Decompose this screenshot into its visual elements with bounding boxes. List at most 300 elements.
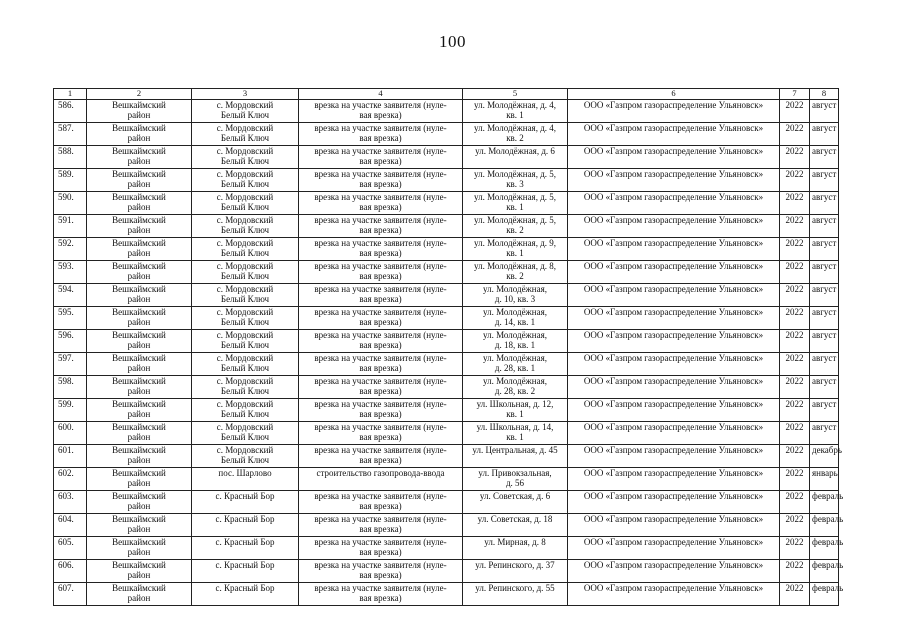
organization-cell: ООО «Газпром газораспределение Ульяновск» [568,169,780,192]
month-cell: февраль [810,537,839,560]
column-header: 2 [87,89,192,100]
organization-cell: ООО «Газпром газораспределение Ульяновск» [568,307,780,330]
work-type-cell [299,261,463,284]
address-line1: ул. Советская, д. 18 [477,514,553,524]
work-type-line1: врезка на участке заявителя (нуле- [314,169,447,179]
address-cell [463,192,568,215]
district-line1: Вешкаймский [112,192,166,202]
row-number: 592. [54,238,87,261]
district-cell [87,583,192,606]
locality-cell [192,445,299,468]
district-line2: район [127,386,151,397]
address-line1: ул. Мирная, д. 8 [484,537,546,547]
locality-line2: Белый Ключ [220,202,270,213]
address-cell [463,422,568,445]
address-line1: ул. Центральная, д. 45 [472,445,558,455]
organization-cell: ООО «Газпром газораспределение Ульяновск» [568,192,780,215]
address-cell [463,146,568,169]
work-type-line2: вая врезка) [359,156,402,167]
locality-cell [192,376,299,399]
locality-line1: с. Мордовский [216,307,274,317]
locality-line1: с. Мордовский [216,192,274,202]
district-line2: район [127,409,151,420]
month-cell: февраль [810,514,839,537]
row-number: 598. [54,376,87,399]
district-line1: Вешкаймский [112,261,166,271]
address-line1: ул. Школьная, д. 12, [476,399,554,409]
address-line2: кв. 1 [506,409,524,420]
row-number: 607. [54,583,87,606]
locality-line1: с. Мордовский [216,238,274,248]
address-line2: кв. 1 [506,110,524,121]
table-row [54,169,839,192]
locality-line1: с. Мордовский [216,376,274,386]
district-cell [87,468,192,491]
row-number: 596. [54,330,87,353]
work-type-cell [299,376,463,399]
work-type-cell [299,445,463,468]
year-cell: 2022 [780,560,810,583]
year-cell: 2022 [780,307,810,330]
column-header: 1 [54,89,87,100]
locality-line1: с. Мордовский [216,422,274,432]
locality-line1: с. Мордовский [216,330,274,340]
district-line2: район [127,133,151,144]
work-type-cell [299,238,463,261]
address-line2: д. 10, кв. 3 [494,294,536,305]
organization-cell: ООО «Газпром газораспределение Ульяновск» [568,583,780,606]
year-cell: 2022 [780,491,810,514]
address-line2: кв. 2 [506,133,524,144]
table-row [54,468,839,491]
district-line1: Вешкаймский [112,123,166,133]
month-cell: август [810,169,839,192]
month-cell: август [810,307,839,330]
work-type-line1: врезка на участке заявителя (нуле- [314,307,447,317]
district-line1: Вешкаймский [112,353,166,363]
district-line1: Вешкаймский [112,100,166,110]
district-line2: район [127,455,151,466]
address-line1: ул. Советская, д. 6 [479,491,551,501]
year-cell: 2022 [780,100,810,123]
year-cell: 2022 [780,376,810,399]
work-type-cell [299,284,463,307]
table-row [54,192,839,215]
month-cell: январь [810,468,839,491]
address-line2: кв. 1 [506,432,524,443]
row-number: 601. [54,445,87,468]
work-type-line1: врезка на участке заявителя (нуле- [314,560,447,570]
work-type-line2: вая врезка) [359,501,402,512]
locality-line2: Белый Ключ [220,409,270,420]
address-line1: ул. Молодёжная, [483,330,547,340]
column-header: 4 [299,89,463,100]
address-line1: ул. Молодёжная, д. 6 [475,146,555,156]
work-type-line2: вая врезка) [359,340,402,351]
address-cell [463,560,568,583]
year-cell: 2022 [780,399,810,422]
district-line2: район [127,340,151,351]
address-line2: д. 14, кв. 1 [494,317,536,328]
work-type-line2: вая врезка) [359,432,402,443]
work-type-line2: вая врезка) [359,133,402,144]
locality-cell [192,583,299,606]
work-type-line2: вая врезка) [359,547,402,558]
row-number: 603. [54,491,87,514]
work-type-line2: вая врезка) [359,248,402,259]
district-line1: Вешкаймский [112,445,166,455]
work-type-line1: врезка на участке заявителя (нуле- [314,330,447,340]
work-type-cell [299,123,463,146]
row-number: 599. [54,399,87,422]
work-type-line2: вая врезка) [359,294,402,305]
year-cell: 2022 [780,537,810,560]
table-row [54,445,839,468]
locality-cell [192,353,299,376]
address-cell [463,468,568,491]
address-line1: ул. Молодёжная, д. 5, [473,215,557,225]
work-type-cell [299,192,463,215]
work-type-cell [299,491,463,514]
work-type-line2: вая врезка) [359,593,402,604]
year-cell: 2022 [780,353,810,376]
district-cell [87,445,192,468]
address-line2: кв. 1 [506,202,524,213]
month-cell: февраль [810,491,839,514]
address-line2: кв. 3 [506,179,524,190]
address-cell [463,100,568,123]
work-type-line2: вая врезка) [359,179,402,190]
work-type-line1: врезка на участке заявителя (нуле- [314,192,447,202]
locality-cell [192,238,299,261]
work-type-cell [299,399,463,422]
page-number: 100 [439,32,466,51]
address-line1: ул. Привокзальная, [478,468,552,478]
row-number: 589. [54,169,87,192]
work-type-line2: вая врезка) [359,386,402,397]
year-cell: 2022 [780,330,810,353]
organization-cell: ООО «Газпром газораспределение Ульяновск» [568,468,780,491]
table-row [54,238,839,261]
row-number: 602. [54,468,87,491]
header-row [54,89,839,100]
organization-cell: ООО «Газпром газораспределение Ульяновск» [568,215,780,238]
work-type-line2: вая врезка) [359,271,402,282]
work-type-line2: вая врезка) [359,110,402,121]
locality-line2: Белый Ключ [220,294,270,305]
locality-line1: с. Мордовский [216,123,274,133]
work-type-cell [299,330,463,353]
district-line1: Вешкаймский [112,537,166,547]
month-cell: февраль [810,583,839,606]
table-row [54,146,839,169]
district-cell [87,307,192,330]
work-type-line2: вая врезка) [359,363,402,374]
organization-cell: ООО «Газпром газораспределение Ульяновск» [568,353,780,376]
district-cell [87,537,192,560]
district-line2: район [127,294,151,305]
table-body [54,100,844,606]
work-type-cell [299,353,463,376]
table-row [54,399,839,422]
address-line2: кв. 2 [506,225,524,236]
address-line1: ул. Молодёжная, [483,376,547,386]
district-line2: район [127,363,151,374]
district-cell [87,238,192,261]
work-type-line1: строительство газопровода-ввода [316,468,445,478]
row-number: 590. [54,192,87,215]
month-cell: август [810,284,839,307]
year-cell: 2022 [780,123,810,146]
locality-line1: с. Мордовский [216,284,274,294]
work-type-line2: вая врезка) [359,455,402,466]
month-cell: август [810,146,839,169]
district-cell [87,146,192,169]
district-cell [87,192,192,215]
year-cell: 2022 [780,238,810,261]
district-cell [87,123,192,146]
district-line1: Вешкаймский [112,399,166,409]
district-cell [87,284,192,307]
locality-line2: Белый Ключ [220,156,270,167]
address-cell [463,583,568,606]
district-line1: Вешкаймский [112,422,166,432]
row-number: 586. [54,100,87,123]
organization-cell: ООО «Газпром газораспределение Ульяновск» [568,284,780,307]
locality-line1: с. Мордовский [216,399,274,409]
district-line1: Вешкаймский [112,307,166,317]
address-cell [463,261,568,284]
work-type-cell [299,468,463,491]
table-row [54,537,839,560]
district-line2: район [127,478,151,489]
work-type-line2: вая врезка) [359,225,402,236]
work-type-line2: вая врезка) [359,570,402,581]
month-cell: февраль [810,560,839,583]
locality-cell [192,284,299,307]
table-row [54,307,839,330]
registry-table [53,88,844,606]
month-cell: декабрь [810,445,839,468]
organization-cell: ООО «Газпром газораспределение Ульяновск» [568,445,780,468]
locality-line1: с. Мордовский [216,215,274,225]
district-cell [87,560,192,583]
work-type-line2: вая врезка) [359,524,402,535]
address-cell [463,514,568,537]
row-number: 604. [54,514,87,537]
district-line1: Вешкаймский [112,491,166,501]
table-row [54,215,839,238]
row-number: 600. [54,422,87,445]
locality-line2: Белый Ключ [220,317,270,328]
month-cell: август [810,422,839,445]
column-header: 8 [810,89,839,100]
work-type-line1: врезка на участке заявителя (нуле- [314,376,447,386]
work-type-line1: врезка на участке заявителя (нуле- [314,422,447,432]
month-cell: август [810,330,839,353]
work-type-line1: врезка на участке заявителя (нуле- [314,100,447,110]
organization-cell: ООО «Газпром газораспределение Ульяновск» [568,399,780,422]
work-type-cell [299,215,463,238]
district-cell [87,261,192,284]
locality-line2: Белый Ключ [220,110,270,121]
year-cell: 2022 [780,146,810,169]
district-line1: Вешкаймский [112,215,166,225]
district-cell [87,169,192,192]
work-type-line1: врезка на участке заявителя (нуле- [314,514,447,524]
locality-line1: с. Красный Бор [215,537,275,547]
row-number: 605. [54,537,87,560]
year-cell: 2022 [780,215,810,238]
column-header: 7 [780,89,810,100]
locality-line1: с. Мордовский [216,100,274,110]
district-line2: район [127,202,151,213]
district-line2: район [127,570,151,581]
year-cell: 2022 [780,445,810,468]
address-line1: ул. Репинского, д. 55 [475,583,555,593]
table-row [54,330,839,353]
year-cell: 2022 [780,169,810,192]
locality-cell [192,169,299,192]
column-header: 6 [568,89,780,100]
organization-cell: ООО «Газпром газораспределение Ульяновск» [568,537,780,560]
district-line1: Вешкаймский [112,238,166,248]
table-row [54,583,839,606]
district-line2: район [127,156,151,167]
district-line2: район [127,593,151,604]
address-cell [463,123,568,146]
row-number: 593. [54,261,87,284]
address-line2: д. 56 [505,478,525,489]
row-number: 587. [54,123,87,146]
locality-cell [192,514,299,537]
address-cell [463,169,568,192]
district-line2: район [127,225,151,236]
work-type-line2: вая врезка) [359,409,402,420]
address-cell [463,399,568,422]
work-type-line1: врезка на участке заявителя (нуле- [314,353,447,363]
work-type-cell [299,514,463,537]
district-cell [87,491,192,514]
work-type-line1: врезка на участке заявителя (нуле- [314,445,447,455]
district-line2: район [127,317,151,328]
district-cell [87,353,192,376]
table-row [54,261,839,284]
address-line2: кв. 2 [506,271,524,282]
work-type-cell [299,100,463,123]
work-type-line1: врезка на участке заявителя (нуле- [314,146,447,156]
row-number: 594. [54,284,87,307]
work-type-cell [299,146,463,169]
table-row [54,123,839,146]
district-line1: Вешкаймский [112,330,166,340]
locality-line2: Белый Ключ [220,179,270,190]
year-cell: 2022 [780,514,810,537]
locality-line2: Белый Ключ [220,340,270,351]
work-type-line1: врезка на участке заявителя (нуле- [314,491,447,501]
work-type-cell [299,583,463,606]
address-line2: д. 28, кв. 2 [494,386,536,397]
district-line1: Вешкаймский [112,583,166,593]
organization-cell: ООО «Газпром газораспределение Ульяновск» [568,238,780,261]
locality-line2: Белый Ключ [220,133,270,144]
locality-cell [192,537,299,560]
column-header: 5 [463,89,568,100]
locality-cell [192,422,299,445]
month-cell: август [810,123,839,146]
work-type-line2: вая врезка) [359,202,402,213]
district-cell [87,215,192,238]
work-type-line1: врезка на участке заявителя (нуле- [314,537,447,547]
work-type-line1: врезка на участке заявителя (нуле- [314,215,447,225]
district-line2: район [127,271,151,282]
address-line2: кв. 1 [506,248,524,259]
month-cell: август [810,399,839,422]
locality-line1: с. Мордовский [216,169,274,179]
locality-line1: с. Мордовский [216,353,274,363]
work-type-line1: врезка на участке заявителя (нуле- [314,123,447,133]
address-cell [463,238,568,261]
locality-cell [192,100,299,123]
locality-line2: Белый Ключ [220,386,270,397]
table-row [54,284,839,307]
address-cell [463,353,568,376]
month-cell: август [810,192,839,215]
month-cell: август [810,353,839,376]
year-cell: 2022 [780,192,810,215]
work-type-cell [299,307,463,330]
locality-line1: с. Красный Бор [215,491,275,501]
locality-cell [192,123,299,146]
month-cell: август [810,261,839,284]
row-number: 606. [54,560,87,583]
address-line1: ул. Школьная, д. 14, [476,422,554,432]
locality-cell [192,307,299,330]
table-row [54,560,839,583]
organization-cell: ООО «Газпром газораспределение Ульяновск» [568,514,780,537]
table-row [54,422,839,445]
organization-cell: ООО «Газпром газораспределение Ульяновск» [568,123,780,146]
district-line2: район [127,547,151,558]
district-line1: Вешкаймский [112,514,166,524]
organization-cell: ООО «Газпром газораспределение Ульяновск» [568,491,780,514]
table-row [54,491,839,514]
locality-line1: с. Красный Бор [215,560,275,570]
row-number: 597. [54,353,87,376]
work-type-line1: врезка на участке заявителя (нуле- [314,284,447,294]
address-cell [463,376,568,399]
address-line1: ул. Молодёжная, [483,307,547,317]
locality-cell [192,192,299,215]
locality-line2: Белый Ключ [220,225,270,236]
locality-line2: Белый Ключ [220,363,270,374]
district-cell [87,399,192,422]
district-line2: район [127,110,151,121]
address-line2: д. 18, кв. 1 [494,340,536,351]
organization-cell: ООО «Газпром газораспределение Ульяновск» [568,261,780,284]
table-row [54,100,839,123]
locality-cell [192,560,299,583]
district-line2: район [127,501,151,512]
locality-cell [192,491,299,514]
work-type-line1: врезка на участке заявителя (нуле- [314,261,447,271]
address-line1: ул. Молодёжная, д. 5, [473,169,557,179]
row-number: 588. [54,146,87,169]
address-line1: ул. Молодёжная, д. 8, [473,261,557,271]
district-line1: Вешкаймский [112,146,166,156]
address-cell [463,215,568,238]
locality-line1: с. Мордовский [216,445,274,455]
